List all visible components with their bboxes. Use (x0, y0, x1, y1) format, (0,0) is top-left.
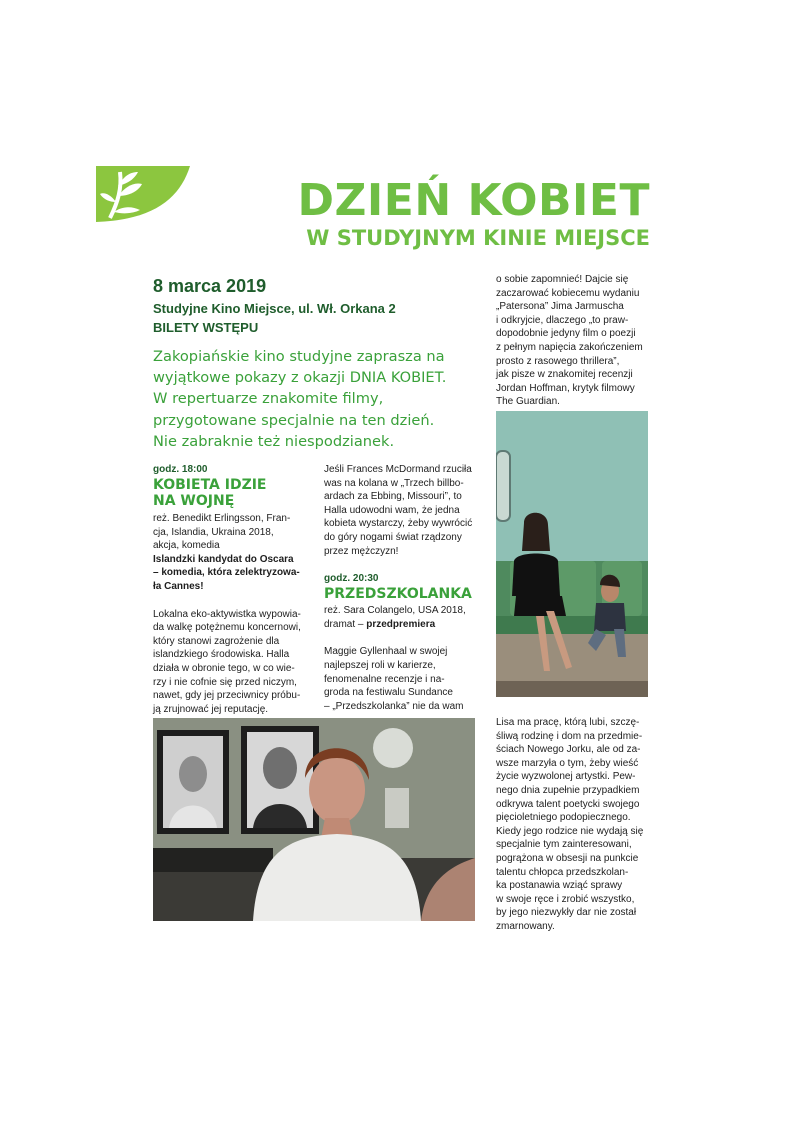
film2-synopsis-line: w swoje ręce i zrobić wszystko, (496, 893, 635, 905)
film2-synopsis-line: Lisa ma pracę, którą lubi, szczę- (496, 717, 640, 728)
page-title: DZIEŃ KOBIET (297, 175, 650, 226)
film2-continued-line: prosto z rasowego thrillera”, (496, 355, 620, 367)
film2-synopsis-line: talentu chłopca przedszkolan- (496, 866, 629, 878)
film1-continued-line: przez mężczyzn! (324, 545, 399, 557)
film1-continued-line: was na kolana w „Trzech billbo- (324, 477, 464, 489)
film1-time: godz. 18:00 (153, 464, 208, 475)
film2-description-line: groda na festiwalu Sundance (324, 687, 453, 699)
film2-synopsis-line: ka postanawia wziąć sprawy (496, 880, 623, 892)
film2-synopsis-line: śliwą rodzinę i dom na przedmie- (496, 730, 643, 742)
film2-description-line: – „Przedszkolanka” nie da wam (324, 700, 464, 712)
event-venue: Studyjne Kino Miejsce, ul. Wł. Orkana 2 (153, 301, 396, 316)
film1-highlight: – komedia, która zelektryzowa- (153, 567, 300, 579)
film1-highlight: Islandzki kandydat do Oscara (153, 553, 294, 565)
event-tickets: BILETY WSTĘPU (153, 320, 259, 335)
film2-continued-line: zaczarować kobiecemu wydaniu (496, 287, 640, 299)
film1-meta: reż. Benedikt Erlingsson, Fran- (153, 513, 291, 524)
film2-continued-line: i odkryjcie, dlaczego „to praw- (496, 314, 629, 326)
film2-meta: reż. Sara Colangelo, USA 2018, (324, 605, 466, 617)
intro-line: Nie zabraknie też niespodzianek. (153, 432, 395, 450)
film2-description-line: najlepszej roli w karierze, (324, 659, 436, 671)
film1-highlight: ła Cannes! (153, 580, 204, 592)
film2-block (324, 463, 484, 713)
film2-synopsis-line: życie wyzwolonej artystki. Pew- (496, 771, 636, 783)
film1-still-photo (153, 718, 475, 921)
intro-paragraph (153, 346, 488, 452)
film2-synopsis (496, 716, 656, 934)
film1-title: NA WOJNĘ (153, 493, 235, 509)
film1-continued-line: ardach za Ebbing, Missouri”, to (324, 491, 462, 503)
film2-continued-line: The Guardian. (496, 396, 560, 408)
film2-time: godz. 20:30 (324, 573, 379, 585)
film2-synopsis-line: by jego niezwykły dar nie został (496, 907, 637, 919)
film2-synopsis-line: zmarnowany. (496, 920, 555, 932)
film2-synopsis-line: odkrywa talent poetycki swojego (496, 798, 640, 810)
film1-description-line: działa w obronie tego, w co wie- (153, 662, 295, 674)
film2-description-line: fenomenalne recenzje i na- (324, 673, 445, 685)
green-leaf-logo-icon (96, 166, 190, 222)
film1-description-line: da walkę potężnemu koncernowi, (153, 622, 301, 634)
film2-genre: dramat – (324, 618, 367, 630)
film2-continued-line: Jordan Hoffman, krytyk filmowy (496, 382, 635, 394)
film2-continued-line: o sobie zapomnieć! Dajcie się (496, 274, 629, 285)
film1-continued-line: do góry nogami świat rządzony (324, 531, 462, 543)
page-subtitle: W STUDYJNYM KINIE MIEJSCE (306, 226, 650, 250)
film2-synopsis-line: nego dnia zupełnie przypadkiem (496, 784, 640, 796)
film2-continued-line: z pełnym napięcia zakończeniem (496, 341, 643, 353)
film1-description-line: Lokalna eko-aktywistka wypowia- (153, 608, 301, 620)
intro-line: wyjątkowe pokazy z okazji DNIA KOBIET. (153, 369, 447, 387)
film2-continued-line: jak pisze w znakomitej recenzji (496, 369, 633, 381)
film2-synopsis-line: Kiedy jego rodzice nie wydają się (496, 825, 644, 837)
film2-continued-line: „Patersona” Jima Jarmuscha (496, 301, 624, 313)
film1-title: KOBIETA IDZIE (153, 477, 267, 493)
film1-continued-line: Jeśli Frances McDormand rzuciła (324, 464, 472, 475)
film2-synopsis-line: wsze marzyła o tym, żeby wieść (496, 757, 639, 769)
film1-meta: akcja, komedia (153, 540, 220, 552)
film1-continued-line: Halla udowodni wam, że jedna (324, 504, 460, 516)
film2-continued-block (496, 273, 656, 409)
film2-synopsis-line: pogrążona w obsesji na punkcie (496, 852, 639, 864)
film2-synopsis-line: pięcioletniego podopiecznego. (496, 812, 631, 824)
event-date: 8 marca 2019 (153, 276, 267, 296)
film2-meta (324, 618, 484, 632)
film1-description-line: nawet, gdy jej przeciwnicy próbu- (153, 690, 301, 702)
film2-description-line: Maggie Gyllenhaal w swojej (324, 646, 448, 658)
film2-continued-line: dopodobnie jedyny film o poezji (496, 328, 636, 340)
intro-line: Zakopiańskie kino studyjne zaprasza na (153, 348, 445, 365)
film1-description-line: ją zrujnować jej reputację. (153, 703, 269, 715)
film1-description-line: rzy i nie cofnie się przed niczym, (153, 676, 297, 688)
film1-description-line: który stanowi zagrożenie dla (153, 635, 280, 647)
film2-synopsis-line: ściach Nowego Jorku, ale od za- (496, 744, 641, 756)
intro-line: W repertuarze znakomite filmy, (153, 390, 384, 408)
film1-continued-line: kobieta wystarczy, żeby wywrócić (324, 518, 473, 530)
film2-premiere: przedpremiera (366, 618, 436, 630)
film1-block (153, 463, 313, 716)
film1-description-line: islandzkiego środowiska. Halla (153, 649, 290, 661)
film2-synopsis-line: specjalnie tym zainteresowani, (496, 839, 632, 851)
film1-meta: cja, Islandia, Ukraina 2018, (153, 526, 274, 538)
film2-still-photo (496, 411, 648, 697)
intro-line: przygotowane specjalnie na ten dzień. (153, 411, 435, 429)
film2-title: PRZEDSZKOLANKA (324, 586, 472, 603)
